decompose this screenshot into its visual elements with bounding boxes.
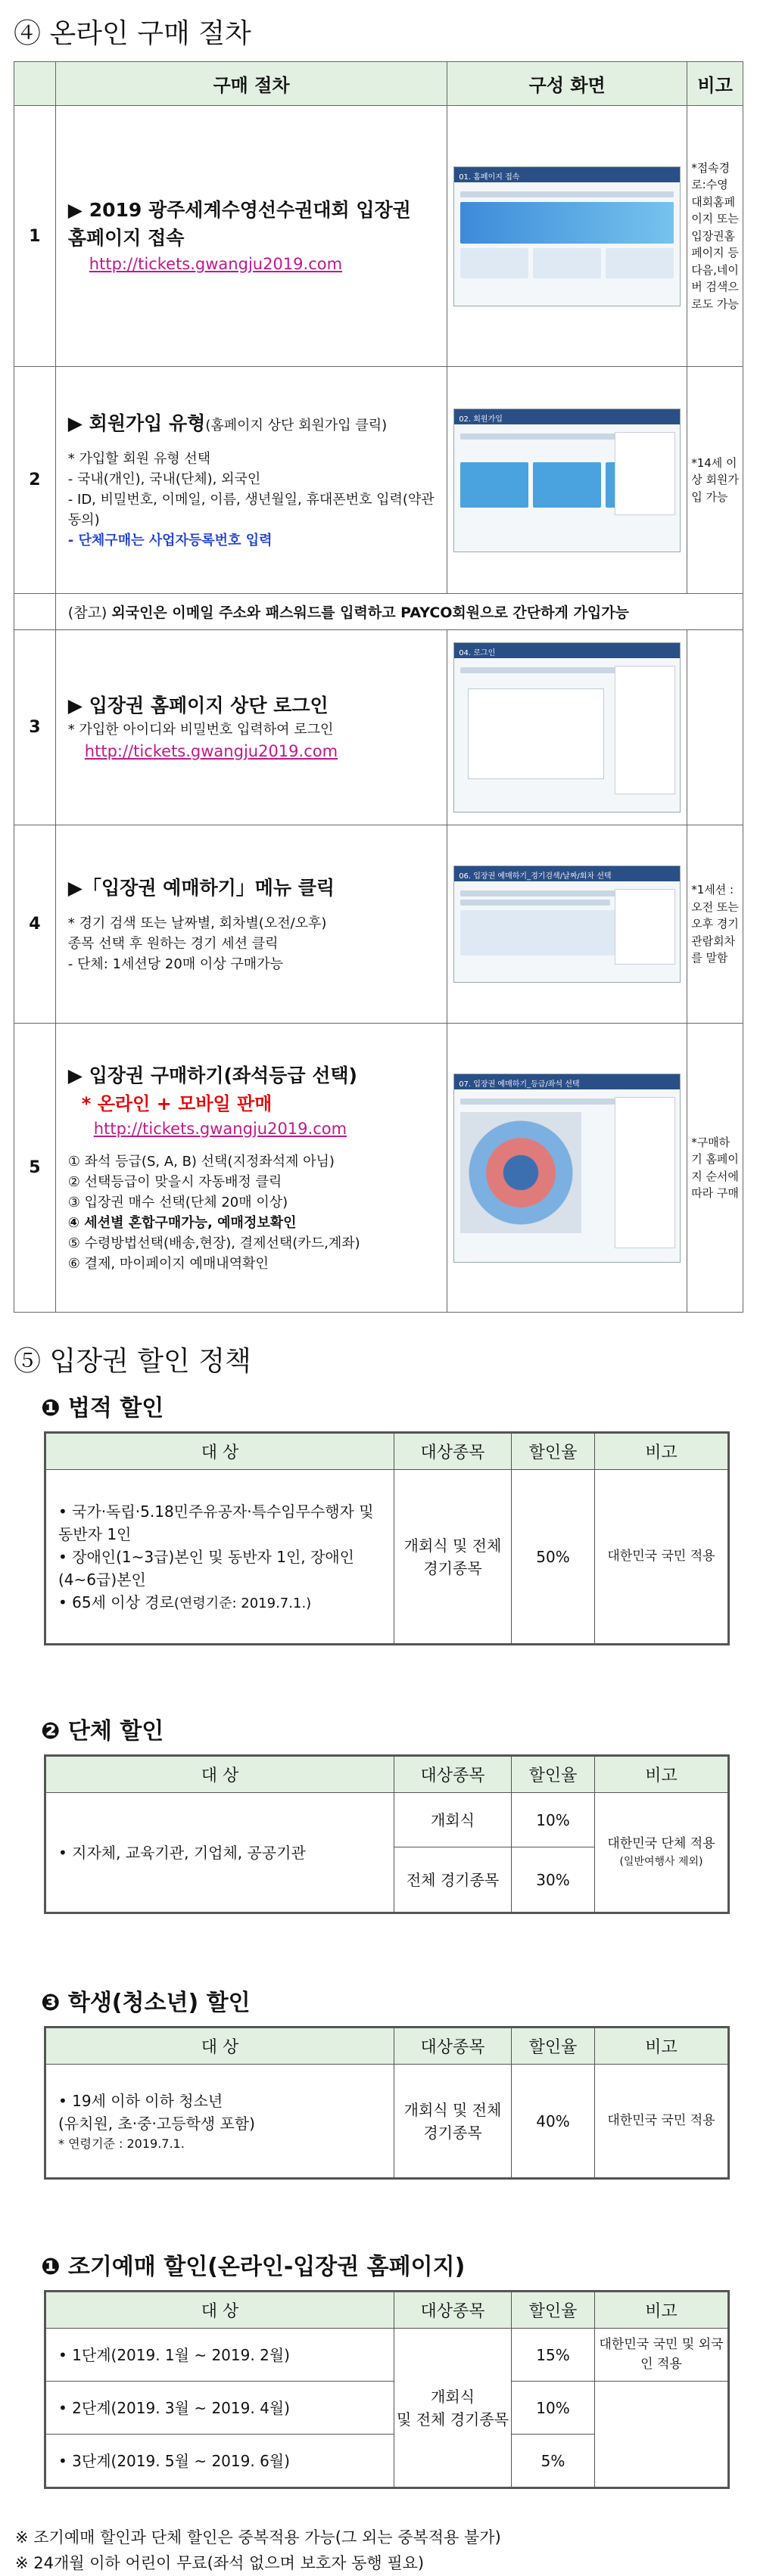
screen-cell xyxy=(447,106,687,367)
discount-event xyxy=(394,2329,512,2487)
step-item: ④ 세션별 혼합구매가능, 예매정보확인 xyxy=(67,1215,297,1231)
header-empty xyxy=(14,62,56,106)
discount-event: 개회식 및 전체 경기종목 xyxy=(394,2065,512,2178)
section5-title: ⑤ 입장권 할인 정책 xyxy=(14,1346,251,1377)
step-line: * 경기 검색 또는 날짜별, 회차별(오전/오후) xyxy=(67,915,327,931)
legal-discount-box xyxy=(44,1431,730,1645)
screenshot-signup xyxy=(453,409,681,552)
header-note: 비고 xyxy=(687,62,743,106)
step-item: ② 선택등급이 맞을시 자동배정 클릭 xyxy=(67,1174,282,1190)
step-title: ▶ 2019 광주세계수영선수권대회 입장권 홈페이지 접속 xyxy=(67,198,411,250)
header-screen: 구성 화면 xyxy=(447,62,687,106)
early-discount-box xyxy=(44,2290,730,2489)
section4-title: ④ 온라인 구매 절차 xyxy=(14,18,251,49)
header-step: 구매 절차 xyxy=(55,62,447,106)
discount-target: • 지자체, 교육기관, 기업체, 공공기관 xyxy=(46,1793,394,1913)
discount-rate: 15% xyxy=(512,2329,595,2382)
header-event: 대상종목 xyxy=(394,2292,512,2329)
discount-target: • 2단계(2019. 3월 ~ 2019. 4월) xyxy=(46,2382,394,2435)
step-item: ③ 입장권 매수 선택(단체 20매 이상) xyxy=(67,1195,288,1210)
discount-rate: 40% xyxy=(512,2065,595,2178)
screen-cell xyxy=(447,630,687,825)
age-note: (연령기준: 2019.7.1.) xyxy=(173,1595,312,1611)
step-note: *접속경로:수영대회홈페이지 또는 입장권홈페이지 등 다음,네이버 검색으로도 가능 xyxy=(687,106,743,367)
step-title: ▶ 입장권 홈페이지 상단 로그인 xyxy=(67,694,329,716)
step-item: ⑥ 결제, 마이페이지 예매내역확인 xyxy=(67,1256,269,1272)
legal-discount-title: ❶ 법적 할인 xyxy=(41,1395,164,1422)
step-note: *구매하기 홈페이지 순서에 따라 구매 xyxy=(687,1024,743,1313)
reference-note xyxy=(55,594,743,630)
header-rate: 할인율 xyxy=(512,1757,595,1793)
target-line: • 국가·독립·5.18민주유공자·특수임무수행자 및 동반자 1인 xyxy=(58,1502,374,1543)
step-note xyxy=(687,630,743,825)
discount-note: 대한민국 국민 적용 xyxy=(595,1470,728,1644)
step-line-highlight: * 온라인 + 모바일 판매 xyxy=(81,1092,273,1114)
ref-empty xyxy=(14,594,56,630)
early-discount-title: ❶ 조기예매 할인(온라인-입장권 홈페이지) xyxy=(41,2254,466,2280)
header-note: 비고 xyxy=(595,2292,728,2329)
screenshot-booking-menu xyxy=(453,865,681,983)
discount-note-empty xyxy=(595,2382,728,2487)
group-discount-box xyxy=(44,1754,730,1914)
header-event: 대상종목 xyxy=(394,2028,512,2065)
target-line: • 장애인(1~3급)본인 및 동반자 1인, 장애인(4~6급)본인 xyxy=(58,1547,354,1589)
discount-note-sub: (일반여행사 제외) xyxy=(619,1855,703,1868)
table-row xyxy=(46,2382,728,2435)
table-row xyxy=(14,367,743,594)
step-description xyxy=(55,1024,447,1313)
screen-cell xyxy=(447,367,687,594)
screenshot-label: 02. 회원가입 xyxy=(454,409,680,424)
screen-cell xyxy=(447,825,687,1024)
table-row xyxy=(14,106,743,367)
discount-note: 대한민국 국민 및 외국인 적용 xyxy=(595,2329,728,2382)
screenshot-seat-selection xyxy=(453,1074,681,1263)
student-discount-table xyxy=(45,2028,728,2178)
step-number: 3 xyxy=(14,630,56,825)
discount-event: 전체 경기종목 xyxy=(394,1847,512,1913)
screenshot-login xyxy=(453,642,681,813)
reference-text: 외국인은 이메일 주소와 패스워드를 입력하고 PAYCO회원으로 간단하게 가입가능 xyxy=(111,604,629,621)
target-line: • 19세 이하 이하 청소년 xyxy=(58,2091,223,2110)
footnote: ※ 조기예매 할인과 단체 할인은 중복적용 가능(그 외는 중복적용 불가) xyxy=(15,2528,501,2546)
step-title: ▶ 입장권 구매하기(좌석등급 선택) xyxy=(67,1064,357,1086)
header-target: 대 상 xyxy=(46,2292,394,2329)
screen-cell xyxy=(447,1024,687,1313)
header-rate: 할인율 xyxy=(512,1434,595,1470)
screenshot-label: 06. 입장권 예매하기_경기검색/날짜/회차 선택 xyxy=(454,866,680,881)
student-discount-title: ❸ 학생(청소년) 할인 xyxy=(41,1990,251,2016)
step-description xyxy=(55,825,447,1024)
step-item: ① 좌석 등급(S, A, B) 선택(지정좌석제 아님) xyxy=(67,1154,335,1170)
discount-rate: 30% xyxy=(512,1847,595,1913)
student-discount-box xyxy=(44,2026,730,2180)
header-rate: 할인율 xyxy=(512,2028,595,2065)
header-target: 대 상 xyxy=(46,2028,394,2065)
step-number: 2 xyxy=(14,367,56,594)
step-number: 4 xyxy=(14,825,56,1024)
table-row xyxy=(14,630,743,825)
table-row xyxy=(14,825,743,1024)
step-line: * 가입한 아이디와 비밀번호 입력하여 로그인 xyxy=(67,722,334,738)
early-discount-table xyxy=(45,2292,728,2487)
table-row xyxy=(14,1024,743,1313)
screenshot-label: 01. 홈페이지 접속 xyxy=(454,167,680,182)
discount-target: • 1단계(2019. 1월 ~ 2019. 2월) xyxy=(46,2329,394,2382)
table-header-row xyxy=(14,62,743,106)
step-line: - ID, 비밀번호, 이메일, 이름, 생년월일, 휴대폰번호 입력(약관동의) xyxy=(67,491,435,528)
header-rate: 할인율 xyxy=(512,2292,595,2329)
screenshot-homepage xyxy=(453,166,681,306)
reference-prefix: (참고) xyxy=(67,604,112,621)
step-description xyxy=(55,630,447,825)
discount-target xyxy=(46,1470,394,1644)
legal-discount-table xyxy=(45,1433,728,1644)
step-title-suffix: (홈페이지 상단 회원가입 클릭) xyxy=(205,418,388,434)
header-note: 비고 xyxy=(595,2028,728,2065)
table-row xyxy=(46,2065,728,2178)
step-description xyxy=(55,106,447,367)
discount-event-top: 개회식 xyxy=(431,2387,475,2406)
step-note: *14세 이상 회원가입 가능 xyxy=(687,367,743,594)
step-line: - 단체: 1세션당 20매 이상 구매가능 xyxy=(67,956,283,972)
ticket-site-link[interactable]: http://tickets.gwangju2019.com xyxy=(84,742,338,760)
discount-note-main: 대한민국 단체 적용 xyxy=(607,1836,715,1852)
discount-note xyxy=(595,1793,728,1913)
header-target: 대 상 xyxy=(46,1757,394,1793)
discount-rate: 5% xyxy=(512,2435,595,2487)
discount-rate: 10% xyxy=(512,1793,595,1847)
discount-event-bottom: 및 전체 경기종목 xyxy=(397,2410,509,2428)
header-event: 대상종목 xyxy=(394,1757,512,1793)
step-note: *1세션 : 오전 또는 오후 경기관람회차를 말함 xyxy=(687,825,743,1024)
step-line: 종목 선택 후 원하는 경기 세션 클릭 xyxy=(67,935,279,952)
header-target: 대 상 xyxy=(46,1434,394,1470)
step-item: ⑤ 수령방법선택(배송,현장), 결제선택(카드,계좌) xyxy=(67,1235,360,1251)
step-line: * 가입할 회원 유형 선택 xyxy=(67,450,211,467)
ticket-site-link[interactable]: http://tickets.gwangju2019.com xyxy=(93,1119,347,1138)
target-line: • 65세 이상 경로 xyxy=(58,1593,174,1611)
screenshot-label: 04. 로그인 xyxy=(454,643,680,658)
table-row xyxy=(46,2329,728,2382)
header-event: 대상종목 xyxy=(394,1434,512,1470)
screenshot-label: 07. 입장권 예매하기_등급/좌석 선택 xyxy=(454,1074,680,1089)
table-row xyxy=(46,1793,728,1847)
discount-target xyxy=(46,2065,394,2178)
step-title: ▶ 회원가입 유형 xyxy=(67,412,206,435)
step-number: 5 xyxy=(14,1024,56,1313)
table-row xyxy=(14,594,743,630)
header-note: 비고 xyxy=(595,1757,728,1793)
purchase-procedure-table xyxy=(14,61,743,1313)
discount-event: 개회식 xyxy=(394,1793,512,1847)
header-note: 비고 xyxy=(595,1434,728,1470)
age-note: * 연령기준 : 2019.7.1. xyxy=(58,2136,185,2151)
group-discount-title: ❷ 단체 할인 xyxy=(41,1718,164,1745)
discount-event: 개회식 및 전체 경기종목 xyxy=(394,1470,512,1644)
step-title: ▶「입장권 예매하기」메뉴 클릭 xyxy=(67,877,335,900)
ticket-site-link[interactable]: http://tickets.gwangju2019.com xyxy=(89,254,343,273)
table-row xyxy=(46,1470,728,1644)
discount-rate: 10% xyxy=(512,2382,595,2435)
group-discount-table xyxy=(45,1756,728,1913)
step-description xyxy=(55,367,447,594)
step-line-highlight: - 단체구매는 사업자등록번호 입력 xyxy=(67,532,273,548)
discount-rate: 50% xyxy=(512,1470,595,1644)
footnote: ※ 24개월 이하 어린이 무료(좌석 없으며 보호자 동행 필요) xyxy=(15,2553,425,2572)
discount-note: 대한민국 국민 적용 xyxy=(595,2065,728,2178)
step-line: - 국내(개인), 국내(단체), 외국인 xyxy=(67,471,261,487)
target-line: (유치원, 초·중·고등학생 포함) xyxy=(58,2114,255,2133)
discount-target: • 3단계(2019. 5월 ~ 2019. 6월) xyxy=(46,2435,394,2487)
step-number: 1 xyxy=(14,106,56,367)
